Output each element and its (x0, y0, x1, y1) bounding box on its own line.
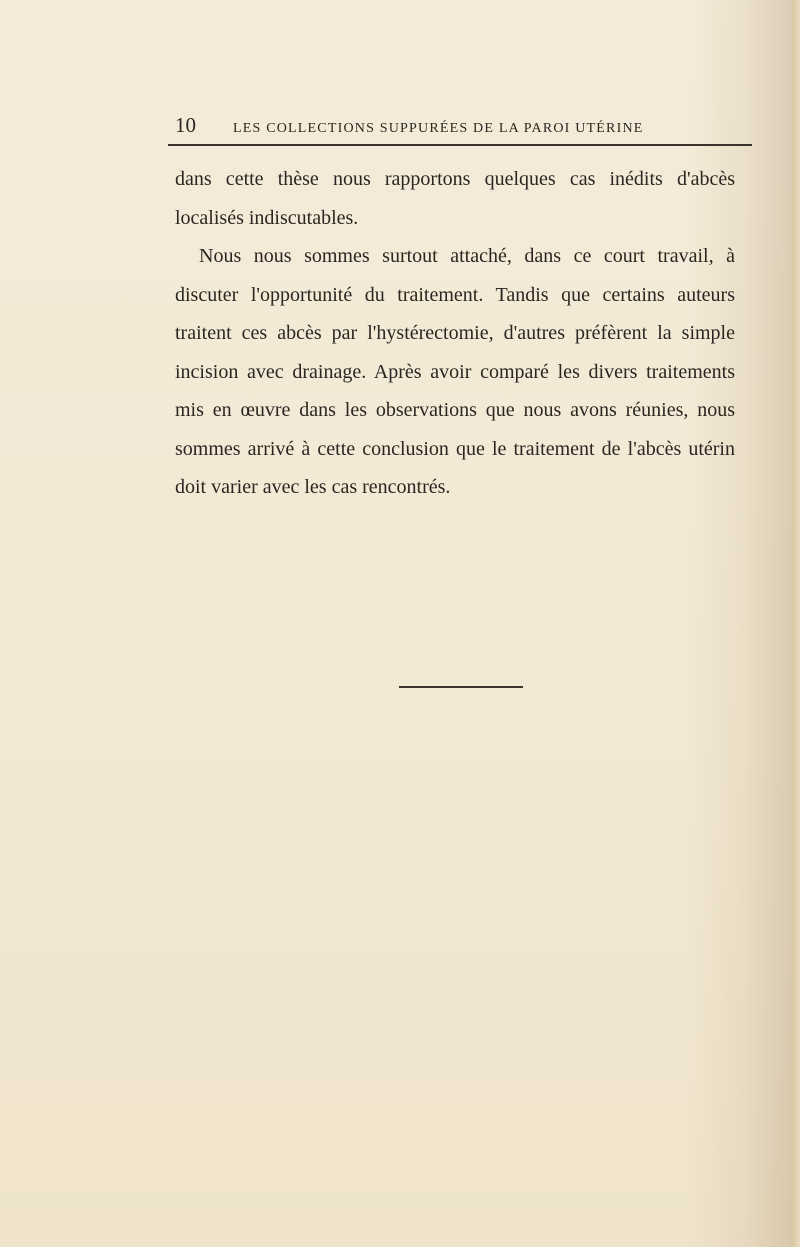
page-edge-shadow (792, 0, 800, 1247)
section-end-rule (399, 686, 523, 688)
running-title: LES COLLECTIONS SUPPURÉES DE LA PAROI UTÉRINE (233, 121, 644, 136)
paragraph-1: dans cette thèse nous rapportons quelques cas inédits d'abcès localisés indiscutables. (175, 168, 735, 229)
running-header (175, 113, 735, 137)
page-number: 10 (175, 113, 196, 137)
paragraph-2: Nous nous sommes surtout attaché, dans ce court travail, à discuter l'opportunité du traitement. Tandis que certains auteurs traitent ces abcès par l'hystérectomie, d'autres préfèrent la simple incision avec drainage. Après avoir comparé les divers traitements mis en œuvre dans les observations que nous avons réunies, nous sommes arrivé à cette conclusion que le traitement de l'abcès utérin doit varier avec les cas rencontrés. (175, 245, 735, 498)
body-text (175, 160, 735, 507)
header-rule (168, 144, 752, 146)
